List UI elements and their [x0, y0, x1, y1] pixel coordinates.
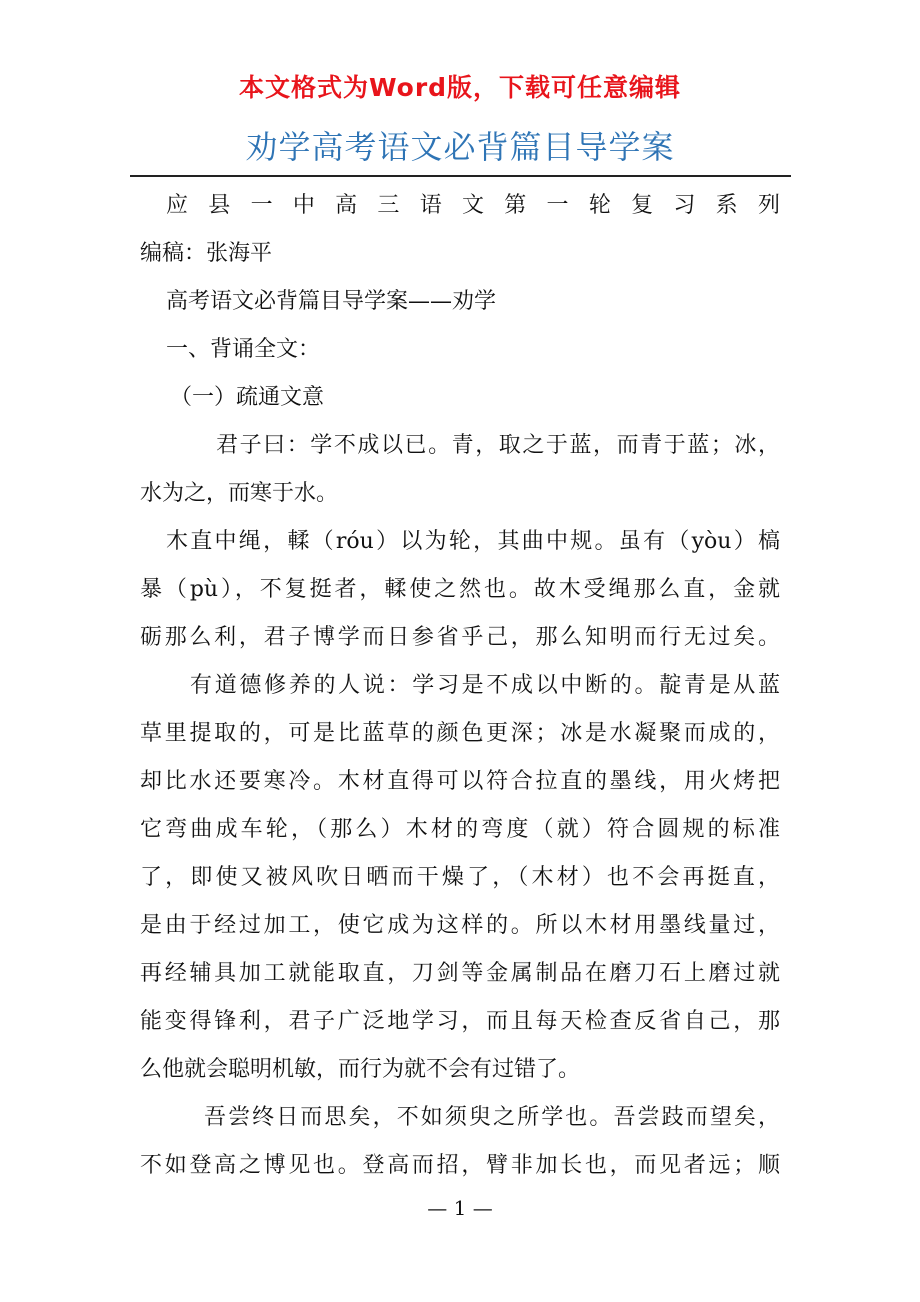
text-line: 君子曰：学不成以已。青，取之于蓝，而青于蓝；冰， — [216, 433, 780, 458]
text-line: 木直中绳，輮（róu）以为轮，其曲中规。虽有（yòu）槁 — [166, 529, 780, 554]
document-body — [140, 182, 780, 1190]
series-char: 一 — [546, 193, 569, 218]
series-char: 语 — [419, 193, 442, 218]
header-divider — [130, 175, 791, 177]
text-line: 了，即使又被风吹日晒而干燥了，（木材）也不会再挺直， — [140, 865, 780, 890]
series-char: 三 — [377, 193, 400, 218]
series-char: 列 — [757, 193, 780, 218]
section-title: 高考语文必背篇目导学案——劝学 — [166, 289, 497, 314]
series-char: 第 — [504, 193, 527, 218]
series-char: 高 — [335, 193, 358, 218]
text-line: 它弯曲成车轮，（那么）木材的弯度（就）符合圆规的标准 — [140, 817, 780, 842]
series-char: 应 — [166, 193, 189, 218]
text-line: 再经辅具加工就能取直，刀剑等金属制品在磨刀石上磨过就 — [140, 961, 780, 986]
series-char: 中 — [292, 193, 315, 218]
subheading-meaning: （一）疏通文意 — [170, 385, 325, 410]
text-line: 水为之，而寒于水。 — [140, 481, 339, 506]
series-header-line — [140, 182, 780, 230]
series-char: 系 — [715, 193, 738, 218]
text-line: 却比水还要寒冷。木材直得可以符合拉直的墨线，用火烤把 — [140, 769, 780, 794]
document-title: 劝学高考语文必背篇目导学案 — [245, 128, 675, 166]
text-line: 能变得锋利，君子广泛地学习，而且每天检查反省自己，那 — [140, 1009, 780, 1034]
text-line: 有道德修养的人说：学习是不成以中断的。靛青是从蓝 — [190, 673, 780, 698]
format-banner: 本文格式为Word版，下载可任意编辑 — [238, 73, 682, 102]
editor-line: 编稿：张海平 — [140, 241, 273, 266]
text-line: 是由于经过加工，使它成为这样的。所以木材用墨线量过， — [140, 913, 780, 938]
series-char: 轮 — [588, 193, 611, 218]
text-line: 草里提取的，可是比蓝草的颜色更深；冰是水凝聚而成的， — [140, 721, 780, 746]
series-char: 习 — [673, 193, 696, 218]
page-number: — 1 — — [427, 1196, 493, 1220]
series-char: 县 — [208, 193, 231, 218]
text-line: 不如登高之博见也。登高而招，臂非加长也，而见者远；顺 — [140, 1153, 780, 1178]
series-char: 文 — [461, 193, 484, 218]
series-char: 一 — [250, 193, 273, 218]
heading-recite: 一、背诵全文： — [166, 337, 321, 362]
series-char: 复 — [631, 193, 654, 218]
text-line: 砺那么利，君子博学而日参省乎己，那么知明而行无过矣。 — [140, 625, 780, 650]
text-line: 吾尝终日而思矣，不如须臾之所学也。吾尝跂而望矣， — [204, 1105, 780, 1130]
text-line: 暴（pù），不复挺者，輮使之然也。故木受绳那么直，金就 — [140, 577, 780, 602]
text-line: 么他就会聪明机敏，而行为就不会有过错了。 — [140, 1057, 581, 1082]
